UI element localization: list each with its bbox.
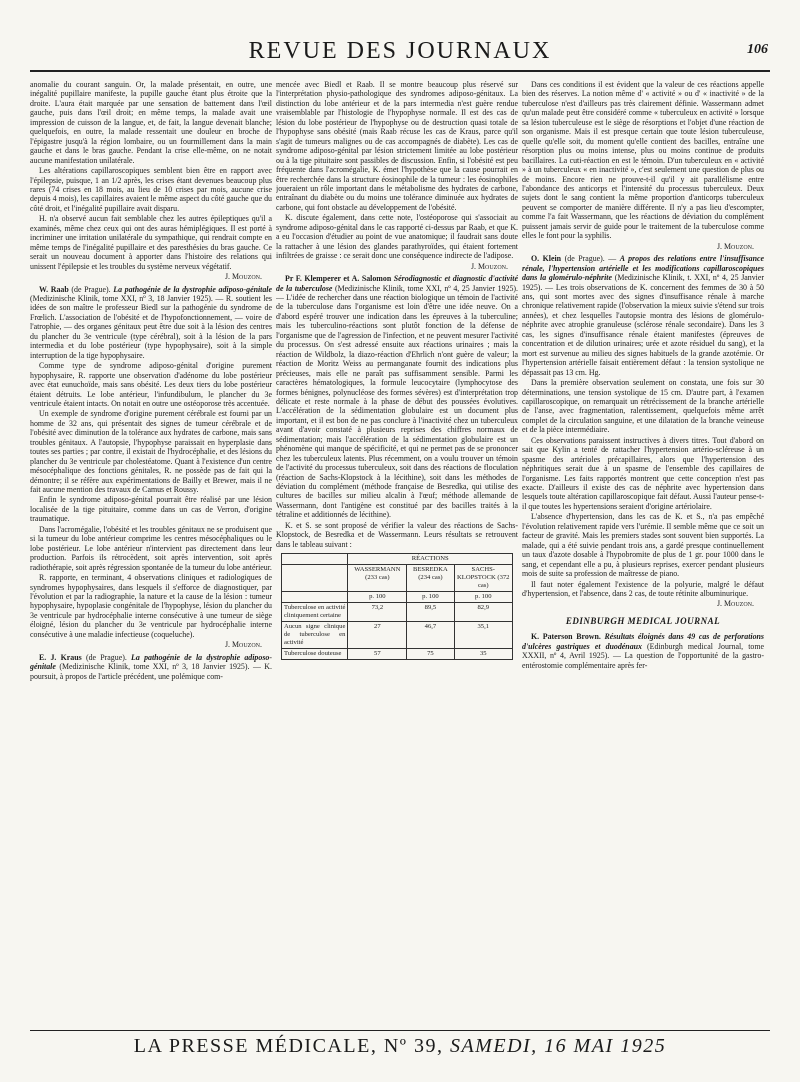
table-cell: 46,7: [407, 622, 454, 649]
page-number: 106: [747, 42, 768, 57]
article-city: (de Prague).: [68, 284, 114, 294]
table-cell: 57: [348, 649, 407, 660]
author-signature: J. Mouzon.: [470, 261, 508, 271]
table-cell: 75: [407, 649, 454, 660]
article-title: La pathogénie de la dystrophie adiposo-génitale: [113, 284, 272, 294]
article-author: W. Raab: [39, 284, 69, 294]
row-label: [282, 592, 348, 603]
table-cell: 82,9: [454, 603, 512, 622]
paragraph: mencée avec Biedl et Raab. Il se montre beaucoup plus réservé sur l'interprétation physio-pathologique des syndromes adiposo-génitaux. La distinction du lobe antérieur et de la pars intermedia n'est guère rendue vraisemblable par l'histologie de l'hypophyse normale. Il est des cas de lésion du lobe postérieur de l'hypophyse ou de destruction quasi totale de l'hypophyse sans obésité (mais Raab récuse les cas de Kraus, parce qu'il s'agit de tumeurs malignes ou de cas accompagnés de diabète). Les cas de syndrome adiposo-génital par lésion strictement limitée au lobe postérieur ou à la tige pituitaire sont passibles de discussion. Enfin, si l'obésité est peu fréquente dans l'acromégalie, K. émet l'hypothèse que la cause pourrait en être recherchée dans la structure éosinophile de la tumeur : les éosinophiles joueraient un rôle important dans le métabolisme des hydrates de carbone, entraînant du diabète ou du moins une tolérance diminuée aux hydrates de carbone, qui font obstacle au développement de l'obésité.: [276, 80, 518, 212]
article-source: (Medizinische Klinik,: [612, 273, 688, 283]
article-source: (Medizinische Klinik,: [30, 293, 103, 303]
author-signature: J. Mouzon.: [224, 640, 262, 650]
running-title: REVUE DES JOURNAUX: [248, 38, 552, 64]
article-entry: [30, 285, 272, 361]
paragraph: R. rapporte, en terminant, 4 observations cliniques et radiologiques de syndromes hypophysaires, dans lesquels il s'efforce de diagnostiquer, par l'évolution et par la radiographie, la nature et la cause de la lésion : tumeur hypophysaire, hypoplasie congénitale de l'hypophyse, lésion du plancher du 3e ventricule par hydrocéphalie interne consécutive à une tumeur de siège éloigné, lésion du plancher du 3e ventricule par hydrocéphalie interne consécutive à une maladie infectieuse (coqueluche).: [30, 573, 272, 639]
paragraph: Dans ces conditions il est évident que la valeur de ces réactions appelle bien des réserves. La notion même d' « activité » ou d' « inactivité » de la tuberculose n'est d'ailleurs pas très clairement définie. Wassermann admet qu'un malade peut être considéré comme « tuberculeux en activité » lorsque sa lésion tuberculeuse est le siège de résorptions et l'objet d'une réaction de son organisme. Mais il est presque certain que toute lésion tuberculeuse, quelle qu'elle soit, du moment qu'elle contient des bacilles, entraîne une résorption plus ou moins intense, plus ou moins continue de produits bacillaires. La cuti-réaction en est le témoin. D'un tuberculeux en « activité » à un tuberculeux « en inactivité », c'est seulement une question de plus ou de moins. Encore rien ne prouve-t-il qu'il y ait parallélisme entre l'abondance des anticorps et l'intensité du processus tuberculeux. Deux sujets dont le sang contient la même proportion d'anticorps tuberculeux peuvent se comporter de manière différente. Il n'y a pas lieu d'escompter, comme l'a fait Wassermann, que les réactions de déviation du complément puissent jamais servir de guide pour le traitement de la tuberculose comme elles le font pour la syphilis.: [522, 80, 764, 241]
results-table: [281, 553, 513, 660]
paragraph: Les altérations capillaroscopiques semblent bien être en rapport avec l'épilepsie, puisque, 1 an 1/2 après, les crises étant devenues beaucoup plus rares (74 crises en 18 mois, au lieu de 10 crises par mois, aucune crise depuis 4 mois), les capillaires avaient le même aspect du côté gauche que du côté droit, et l'inégalité pupillaire avait disparu.: [30, 166, 272, 213]
article-entry: [276, 274, 518, 520]
table-corner-cell: [282, 565, 348, 592]
column-2: [276, 80, 518, 1010]
paragraph: H. n'a observé aucun fait semblable chez les autres épileptiques qu'il a examinés, même chez ceux qui ont des auras hémiplégiques. Il est porté à incriminer une irritation unilatérale du sympathique, qui rendrait compte en même temps de l'inégalité pupillaire et des paresthésies du bras gauche. Ce serait un nouveau document à apporter dans l'histoire des relations qui unissent l'épilepsie et les troubles du système nerveux végétatif.: [30, 214, 272, 271]
article-city: (de Prague). —: [561, 254, 620, 264]
table-cell: 73,2: [348, 603, 407, 622]
table-cell: 35: [454, 649, 512, 660]
paragraph: anomalie du courant sanguin. Or, la malade présentait, en outre, une inégalité pupillaire manifeste, la pupille gauche étant plus étroite que la droite. L'aura était marquée par une sensation de battement dans l'œil gauche, puis dans l'œil droit; en même temps, la malade avait une impression de cuisson de la langue, et, de fait, la langue devenait blanche; quelquefois, en outre, la malade ressentait une douleur en broche de l'épigastre jusqu'à la région lombaire, ou un fourmillement dans la main gauche et dans le bras gauche. Pendant la crise elle-même, on ne notait aucune manifestation unilatérale.: [30, 80, 272, 165]
article-source: (Medizinische Klinik,: [332, 283, 408, 293]
article-entry: [522, 632, 764, 670]
article-entry: [522, 254, 764, 377]
paragraph: L'absence d'hypertension, dans les cas de K. et S., n'a pas empêché l'évolution relativement rapide vers l'urémie. Il semble même que ce soit un facteur de gravité. Mais les premiers stades sont souvent bien supportés. La malade, qui a été suivie pendant trois ans, a gardé presque continuellement un taux d'azote dosable à l'hypobromite de plus de 1 gr. pour 1000 dans le sang, et cependant elle a pu, à plusieurs reprises, exercer pendant plusieurs mois de suite sa profession de maîtresse de piano.: [522, 512, 764, 579]
table-row: [282, 592, 513, 603]
article-body: t. XXI, nº 4, 25 Janvier 1925). — Les trois observations de K. concernent des femmes de 30 à 50 ans, qui sont mortes avec des signes d'insuffisance rénale à marche chronique relativement rapide (l'observation la mieux suivie s'étend sur trois années), et chez lesquelles l'autopsie montra des lésions de glomérulo-néphrite avec atrophie granuleuse (sclérose rénale secondaire). Dans les 3 cas, les signes d'insuffisance rénale étaient manifestes (épreuves de concentration et de dilution urinaires; urée et azote résiduel du sang), et la mort est survenue au milieu des signes habituels de la grande azotémie. Or l'hypertension artérielle faisait entièrement défaut : la tension systolique ne dépassait pas 13 cm. Hg.: [522, 273, 764, 377]
paragraph: Un exemple de syndrome d'origine purement cérébrale est fourni par un homme de 32 ans, qui présentait des signes de tumeur cérébrale et de l'obésité avec diminution de la tolérance aux hydrates de carbone, mais sans troubles génitaux. A l'autopsie, l'hypophyse paraissait en hyperplasie dans toutes ses parties ; par contre, il existait de l'hydrocéphalie, et des lésions du plancher du 3e ventricule par cholestéatome. Quant à l'existence d'un centre mésocéphalique des fonctions génitales, R. ne possède pas de fait qui la démontre; il se réfère aux expérimentations de Bailly et Brewer, mais il ne fait aucune mention des travaux de Camus et Roussy.: [30, 409, 272, 495]
paragraph: Dans la première observation seulement on constata, une fois sur 30 déterminations, une tension systolique de 15 cm. D'autre part, à l'examen capillaroscopique, on remarquait un rétrécissement de la branche artérielle de l'anse, avec fragmentation, ralentissement, quelquefois même arrêt complet de la circulation sanguine, et une dilatation de la branche veineuse et de la pièce intermédiaire.: [522, 378, 764, 435]
author-signature: J. Mouzon.: [716, 241, 754, 251]
unit-cell: p. 100: [348, 592, 407, 603]
article-body: tome XXI, nº 3, 18 Janvier 1925). — K. poursuit, à propos de l'article précédent, une polémique com-: [30, 662, 272, 681]
table-row: [282, 622, 513, 649]
paragraph: Dans l'acromégalie, l'obésité et les troubles génitaux ne se produisent que si la tumeur du lobe antérieur comprime les centres mésocéphaliques ou le lobe postérieur. Le lobe antérieur n'intervient pas directement dans leur production. Parfois ils rétrocèdent, soit après intervention, soit après radiothérapie, soit après régression spontanée de la tumeur du lobe antérieur.: [30, 524, 272, 572]
column-header: BESREDKA (234 cas): [407, 565, 454, 592]
table-row: [282, 649, 513, 660]
column-header: SACHS-KLOPSTOCK (372 cas): [454, 565, 512, 592]
article-body: tome XXXII, nº 4, Avril 1925). — La question de l'opportunité de la gastro-entérostomie complémentaire après fer-: [522, 641, 764, 670]
table-row: [282, 603, 513, 622]
paragraph: K. discute également, dans cette note, l'ostéoporose qui s'associait au syndrome adiposo-génital dans le cas rapporté ci-dessus par Raab, et que K. a eu l'occasion d'étudier au point de vue anatomique; il faudrait sans doute la rattacher à une lésion des glandes parathyroïdes, qui étaient fortement infiltrées de graisse : ce serait donc une conséquence indirecte de l'adipose.: [276, 213, 518, 261]
article-title: Résultats éloignés dans 49 cas de perforations d'ulcères gastriques et duodénaux: [522, 632, 764, 651]
row-label: Aucun signe clinique de tuberculose en activité: [282, 622, 348, 649]
table-corner-cell: [282, 554, 348, 565]
article-source: (Medizinische Klinik,: [55, 662, 134, 672]
paragraph: Comme type de syndrome adiposo-génital d'origine purement hypophysaire, R. rapporte une observation d'adénome du lobe postérieur avec état eunuchoïde, mais sans obésité. Les deux tiers du lobe postérieur étaient détruits. Le lobe antérieur, l'infundibulum, le plancher du 3e ventricule étaient intacts. On notait en outre une ostéoporose très accentuée.: [30, 361, 272, 408]
article-title: La pathogénie de la dystrophie adiposo-génitale: [30, 652, 272, 672]
footer-line: [30, 1035, 770, 1058]
column-3: [522, 80, 764, 1010]
paragraph: Enfin le syndrome adiposo-génital pourrait être réalisé par une lésion localisée de la tige pituitaire, comme dans un cas de Verron, d'origine traumatique.: [30, 495, 272, 524]
table-cell: 35,1: [454, 622, 512, 649]
article-body: tome XXI, nº 3, 18 Janvier 1925). — R. soutient les idées de son maître le professeur Biedl sur la pathogénie du syndrome de Frœlich. L'association de l'obésité et de l'hypofonctionnement, — voire de l'atrophie, — des organes génitaux peut être due soit à la lésion des centres du plancher du 3e ventricule (type cérébral), soit à la lésion de la pars intermedia et du lobe postérieur (type hypophysaire), soit à la simple interruption de la tige hypophysaire.: [30, 293, 272, 360]
row-label: Tuberculose douteuse: [282, 649, 348, 660]
column-header: WASSERMANN (233 cas): [348, 565, 407, 592]
unit-cell: p. 100: [407, 592, 454, 603]
article-author: Pr F. Klemperer et A. Salomon: [285, 274, 392, 284]
row-label: Tuberculose en activité cliniquement certaine: [282, 603, 348, 622]
unit-cell: p. 100: [454, 592, 512, 603]
article-entry: [30, 653, 272, 681]
article-city: (de Prague).: [81, 652, 132, 662]
article-source: (Edinburgh medical Journal,: [641, 641, 749, 651]
article-author: K. Paterson Brown.: [531, 632, 601, 642]
article-author: O. Klein: [531, 254, 562, 264]
journal-section-heading: EDINBURGH MEDICAL JOURNAL: [565, 615, 721, 626]
author-signature: J. Mouzon.: [716, 599, 754, 609]
table-header-row: [282, 554, 513, 565]
paragraph: K. et S. se sont proposé de vérifier la valeur des réactions de Sachs-Klopstock, de Besredka et de Wassermann. Leurs résultats se retrouvent dans le tableau suivant :: [276, 520, 518, 549]
table-group-header: RÉACTIONS: [348, 554, 513, 565]
article-author: E. J. Kraus: [39, 652, 82, 662]
author-signature: J. Mouzon.: [224, 272, 262, 282]
table-cell: 89,5: [407, 603, 454, 622]
issue-date: SAMEDI, 16 MAI 1925: [449, 1035, 667, 1057]
table-header-row: [282, 565, 513, 592]
journal-name: LA PRESSE MÉDICALE: [133, 1035, 371, 1057]
table-cell: 27: [348, 622, 407, 649]
issue-number: , Nº 39,: [370, 1035, 450, 1057]
paragraph: Ces observations paraissent instructives à divers titres. Tout d'abord on sait que Kylin a tenté de rattacher l'hypertension artério-scléreuse à un spasme des artérioles précapillaires, alors que l'hypertension des néphritiques serait due à un spasme de l'ensemble des capillaires de l'organisme. Les faits rapportés montrent que cette conception n'est pas exacte. D'ailleurs il existe des cas de néphrite avec hypertension dans lesquels toute altération capillaroscopique fait défaut. Aussi l'auteur pense-t-il que toutes les hypertensions seraient d'origine artériolaire.: [522, 435, 764, 511]
page-footer: [30, 1030, 770, 1061]
column-1: [30, 80, 272, 1010]
article-body: tome XXI, nº 4, 25 Janvier 1925). — L'idée de rechercher dans une réaction biologique un témoin de l'activité de la tuberculose dans l'organisme est loin d'être une idée neuve. On a d'abord espéré trouver une indication dans les épreuves à la tuberculine; mais les tuberculino-réactions sont plutôt fonction de la défense de l'organisme que de l'agression de l'infection, et ne peuvent mesurer l'activité du processus. On s'est adressé ensuite aux réactions urinaires ; mais la réaction de Wildbolz, la diazo-réaction d'Ehrlich n'ont guère de valeur; la réaction de Moritz Weiss au permanganate fournit des indications plus précieuses, mais elle ne paraît pas suffisamment sensible. Parmi les caractères hématologiques, la formule leucocytaire (lymphocytose des formes bénignes, polynucléose des formes sévères) est d'interprétation trop délicate et reste normale à la phase de début des poussées évolutives. L'accélération de la sédimentation globulaire est un document plus important, et il est bon de ne pas conclure à l'inactivité chez un tuberculeux avant d'avoir constaté à plusieurs reprises des chiffres normaux de sédimentation; mais l'accélération de la sédimentation globulaire est un phénomène qui manque de spécificité, et qui ne permet pas de se prononcer chez les tuberculeux latents. Plus récemment, on a voulu trouver un témoin de l'activité du processus tuberculeux, soit dans des réactions de floculation (réaction de Sachs-Klopstock à la lécithine), soit dans les méthodes de déviation du complément (méthode française de Besredka, qui utilise des cultures de bacilles sur milieu alcalin à l'œuf; méthode allemande de Wassermann, dont l'antigène est constitué par des bacilles traités à la tétraline et additionnés de lécithine).: [276, 283, 518, 520]
page-header: [30, 34, 770, 72]
paragraph: Il faut noter également l'existence de la polyurie, malgré le défaut d'hypertension, et l'absence, dans 2 cas, de toute rétinite albuminurique.: [522, 579, 764, 599]
article-title: A propos des relations entre l'insuffisance rénale, l'hypertension artérielle et les modifications capillaroscopiques dans la glomérulo-néphrite: [522, 254, 764, 283]
article-title: Sérodiagnostic et diagnostic d'activité de la tuberculose: [276, 274, 518, 293]
